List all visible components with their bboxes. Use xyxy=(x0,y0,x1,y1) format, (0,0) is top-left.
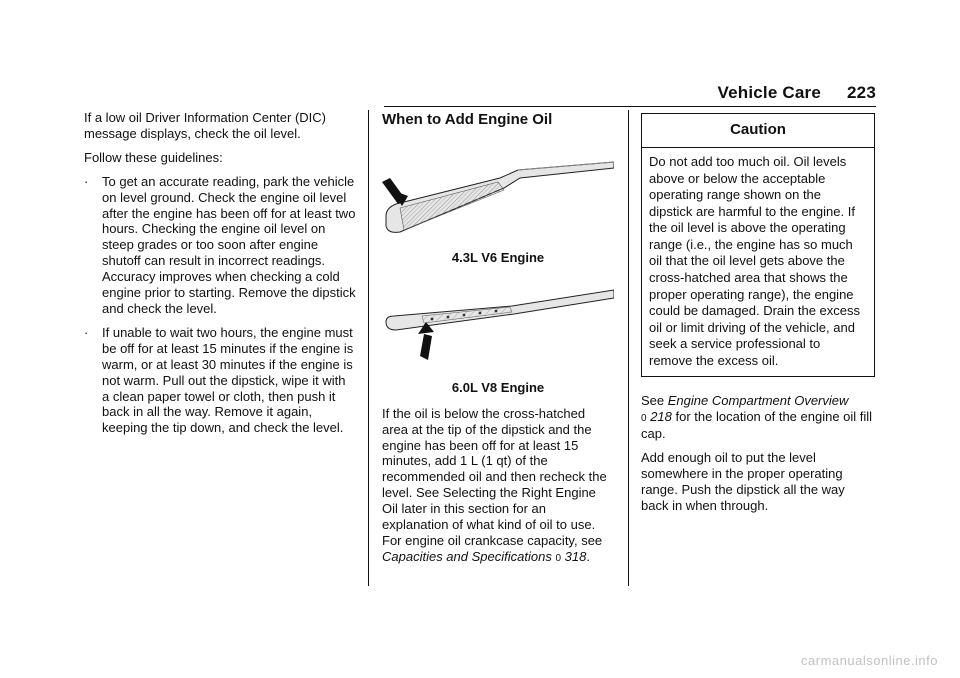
engine-compartment-page-link[interactable]: 218 xyxy=(650,408,672,424)
section-name: Vehicle Care xyxy=(717,83,822,102)
dipstick-v6-illustration xyxy=(382,138,614,250)
figure-v8-dipstick xyxy=(382,276,614,380)
dipstick-v8-illustration xyxy=(382,276,614,380)
bullet-mark: · xyxy=(84,324,89,340)
column-2 xyxy=(382,110,614,575)
running-header xyxy=(718,83,877,103)
column-3 xyxy=(641,110,875,522)
header-rule xyxy=(384,106,876,107)
capacities-page-link[interactable]: 318 xyxy=(564,548,587,564)
see-engine-compartment-paragraph xyxy=(641,393,875,443)
column-divider-1 xyxy=(368,110,369,586)
bullet-item xyxy=(84,174,356,317)
see-tail-text: for the location of the engine oil fill cap. xyxy=(641,408,873,442)
caution-title: Caution xyxy=(642,114,874,148)
bullet-text: To get an accurate reading, park the vehicle on level ground. Check the engine oil level after the engine has been off for at least two hours. Checking the engine oil level on steep grades or too soon after engine shutoff can result in incorrect readings. Accuracy improves when checking a cold engine prior to starting. Remove the dipstick and check the level. xyxy=(102,173,356,316)
figure1-caption: 4.3L V6 Engine xyxy=(451,249,545,265)
arrow-shaft xyxy=(382,178,406,204)
watermark: carmanualsonline.info xyxy=(801,653,938,668)
sentence-end: . xyxy=(586,548,590,564)
section-title: When to Add Engine Oil xyxy=(382,111,553,128)
caution-text: Do not add too much oil. Oil levels above or below the acceptable operating range shown on the dipstick are harmful to the engine. If the oil level is above the operating range (i.e., the engine has so much oil that the oil level gets above the cross-hatched area that shows the proper operating range), the engine could be damaged. Drain the excess oil or limit driving of the vehicle, and seek a service professional to remove the excess oil. xyxy=(649,153,861,369)
column-1 xyxy=(84,110,356,444)
column-divider-2 xyxy=(628,110,629,586)
bullet-mark: · xyxy=(84,173,89,189)
figure-v6-dipstick xyxy=(382,138,614,250)
bullet-text: If unable to wait two hours, the engine must be off for at least 15 minutes if the engine is warm, or at least 30 minutes if the engine is not warm. Pull out the dipstick, wipe it with a clean paper towel or cloth, then push it back in all the way. Remove it again, keeping the tip down, and check the level. xyxy=(102,324,354,436)
capacities-link[interactable]: Capacities and Specifications xyxy=(382,548,552,564)
add-enough-oil-paragraph: Add enough oil to put the level somewhere in the proper operating range. Push the dipstick all the way back in when through. xyxy=(641,450,845,514)
page-ref-arrow-icon: 0 xyxy=(555,552,562,564)
caution-box xyxy=(641,113,875,377)
arrow-shaft xyxy=(420,334,432,360)
bullet-item xyxy=(84,325,356,436)
add-oil-text: If the oil is below the cross-hatched area at the tip of the dipstick and the engine has been off for at least 15 minutes, add 1 L (1 qt) of the recommended oil and then recheck the level. See Selecting the Right Engine Oil later in this section for an explanation of what kind of oil to use. For engine oil crankcase capacity, see xyxy=(382,405,607,548)
figure2-caption: 6.0L V8 Engine xyxy=(451,379,545,395)
guidelines-lead: Follow these guidelines: xyxy=(84,149,223,165)
engine-compartment-link[interactable]: Engine Compartment Overview xyxy=(667,392,849,408)
add-oil-paragraph xyxy=(382,406,614,567)
intro-paragraph: If a low oil Driver Information Center (DIC) message displays, check the oil level. xyxy=(84,110,327,141)
see-word: See xyxy=(641,392,668,408)
page-number: 223 xyxy=(847,83,876,102)
page-ref-arrow-icon: 0 xyxy=(641,412,647,424)
